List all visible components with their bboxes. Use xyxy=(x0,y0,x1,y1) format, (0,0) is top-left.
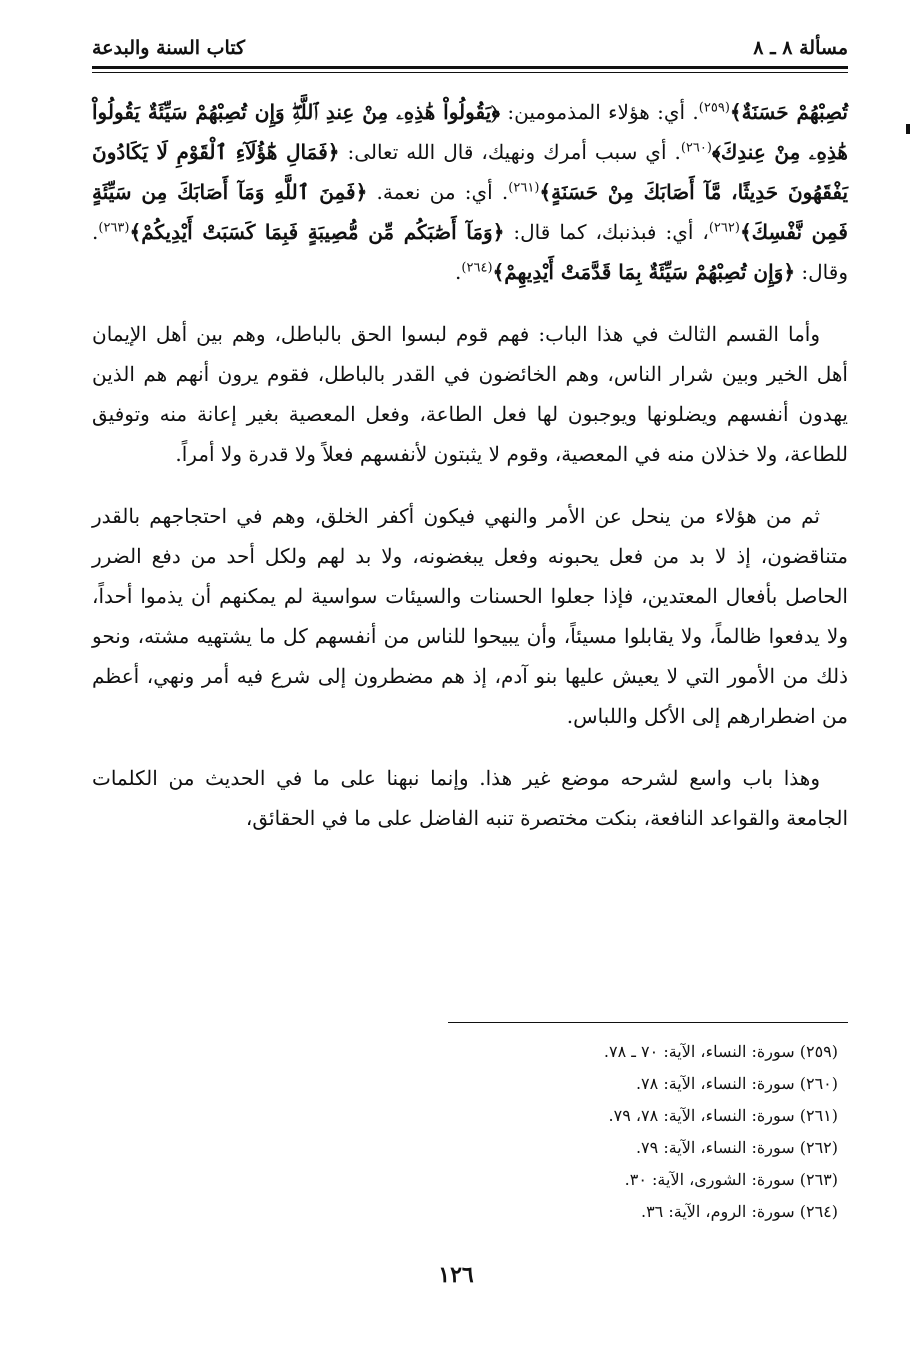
running-header xyxy=(92,30,848,66)
text-run: . xyxy=(455,260,462,284)
text-run: . أي سبب أمرك ونهيك، قال الله تعالى: xyxy=(339,140,681,164)
margin-mark xyxy=(906,124,910,134)
footnote: (٢٦١) سورة: النساء، الآية: ٧٨، ٧٩. xyxy=(608,1106,838,1125)
footnote-ref: (٢٥٩) xyxy=(698,100,730,116)
text-run: وهذا باب واسع لشرحه موضع غير هذا. وإنما نبهنا على ما في الحديث من الكلمات الجامعة والقواعد النافعة، بنكت مختصرة تنبه الفاضل على ما في الحقائق، xyxy=(92,766,848,830)
footnote-ref: (٢٦٢) xyxy=(708,220,740,236)
paragraph xyxy=(92,314,848,474)
quran-verse: ﴿فَمِنَ ٱللَّهِ وَمَآ أَصَابَكَ مِن سَيِّئَةٍ فَمِن نَّفْسِكَ﴾ xyxy=(92,180,848,244)
footnote-ref: (٢٦٣) xyxy=(98,220,130,236)
section-label: مسألة ٨ ـ ٨ xyxy=(753,37,848,59)
text-run: . أي: هؤلاء المذمومين: xyxy=(500,100,699,124)
footnote: (٢٦٤) سورة: الروم، الآية: ٣٦. xyxy=(640,1202,838,1221)
page-number: ١٢٦ xyxy=(438,1262,474,1288)
footnote: (٢٦٢) سورة: النساء، الآية: ٧٩. xyxy=(635,1138,838,1157)
text-run: ، أي: فبذنبك، كما قال: xyxy=(504,220,709,244)
quran-verse: تُصِبْهُمْ حَسَنَةٌ﴾ xyxy=(729,100,848,124)
text-run: . أي: من نعمة. xyxy=(367,180,509,204)
footnotes xyxy=(92,1036,848,1228)
quran-verse: ﴿وَمَآ أَصَٰبَكُم مِّن مُّصِيبَةٍ فَبِمَا كَسَبَتْ أَيْدِيكُمْ﴾ xyxy=(129,220,505,244)
header-rule-thin xyxy=(92,72,848,73)
quran-verse: ﴿يَقُولُواْ هَٰذِهِۦ مِنْ عِندِ ٱللَّهِۖ وَإِن تُصِبْهُمْ سَيِّئَةٌ يَقُولُواْ هَٰذِهِۦ مِنْ عِندِكَ﴾ xyxy=(92,100,848,164)
footnote-ref: (٢٦١) xyxy=(508,180,540,196)
book-title: كتاب السنة والبدعة xyxy=(92,37,246,59)
paragraph xyxy=(92,758,848,838)
footnote: (٢٥٩) سورة: النساء، الآية: ٧٠ ـ ٧٨. xyxy=(603,1042,838,1061)
quran-verse: ﴿فَمَالِ هَٰٓؤُلَآءِ ٱلْقَوْمِ لَا يَكَادُونَ يَفْقَهُونَ حَدِيثًا، مَّآ أَصَابَكَ مِنْ حَسَنَةٍ﴾ xyxy=(92,140,849,204)
footnote: (٢٦٣) سورة: الشورى، الآية: ٣٠. xyxy=(624,1170,838,1189)
footnote: (٢٦٠) سورة: النساء، الآية: ٧٨. xyxy=(635,1074,838,1093)
text-run: ثم من هؤلاء من ينحل عن الأمر والنهي فيكون أكفر الخلق، وهم في احتجاجهم بالقدر متناقضون، إذ لا بد من فعل يحبونه وفعل يبغضونه، ولا بد لهم ولكل أحد من دفع الضرر الحاصل بأفعال المعتدين، فإذا جعلوا الحسنات والسيئات سواسية لم يمكنهم أن يذموا أحداً، ولا يدفعوا ظالماً، ولا يقابلوا مسيئاً، وأن يبيحوا للناس من أنفسهم كل ما يشتهيه مشته، ونحو ذلك من الأمور التي لا يعيش عليها بنو آدم، إذ هم مضطرون إلى شرع فيه أمر ونهي، أعظم من اضطرارهم إلى الأكل واللباس. xyxy=(92,504,848,728)
paragraph xyxy=(92,496,848,736)
body-text xyxy=(92,92,848,860)
text-run: وأما القسم الثالث في هذا الباب: فهم قوم لبسوا الحق بالباطل، وهم بين أهل الإيمان أهل الخير وبين شرار الناس، وهم الخائضون في القدر بالباطل، فقوم يرون أنهم هم الذين يهدون أنفسهم ويضلونها ويوجبون لها فعل الطاعة، وفعل المعصية بغير إعانة منه وتوفيق للطاعة، ولا خذلان منه في المعصية، وقوم لا يثبتون لأنفسهم فعلاً ولا قدرة ولا أمراً. xyxy=(92,322,848,466)
footnote-ref: (٢٦٠) xyxy=(680,140,712,156)
footnote-separator xyxy=(448,1022,848,1023)
header-rule-thick xyxy=(92,66,848,69)
text-run: . وقال: xyxy=(92,220,848,284)
paragraph xyxy=(92,92,848,292)
quran-verse: ﴿وَإِن تُصِبْهُمْ سَيِّئَةٌ بِمَا قَدَّمَتْ أَيْدِيهِمْ﴾ xyxy=(492,260,796,284)
footnote-ref: (٢٦٤) xyxy=(461,260,493,276)
